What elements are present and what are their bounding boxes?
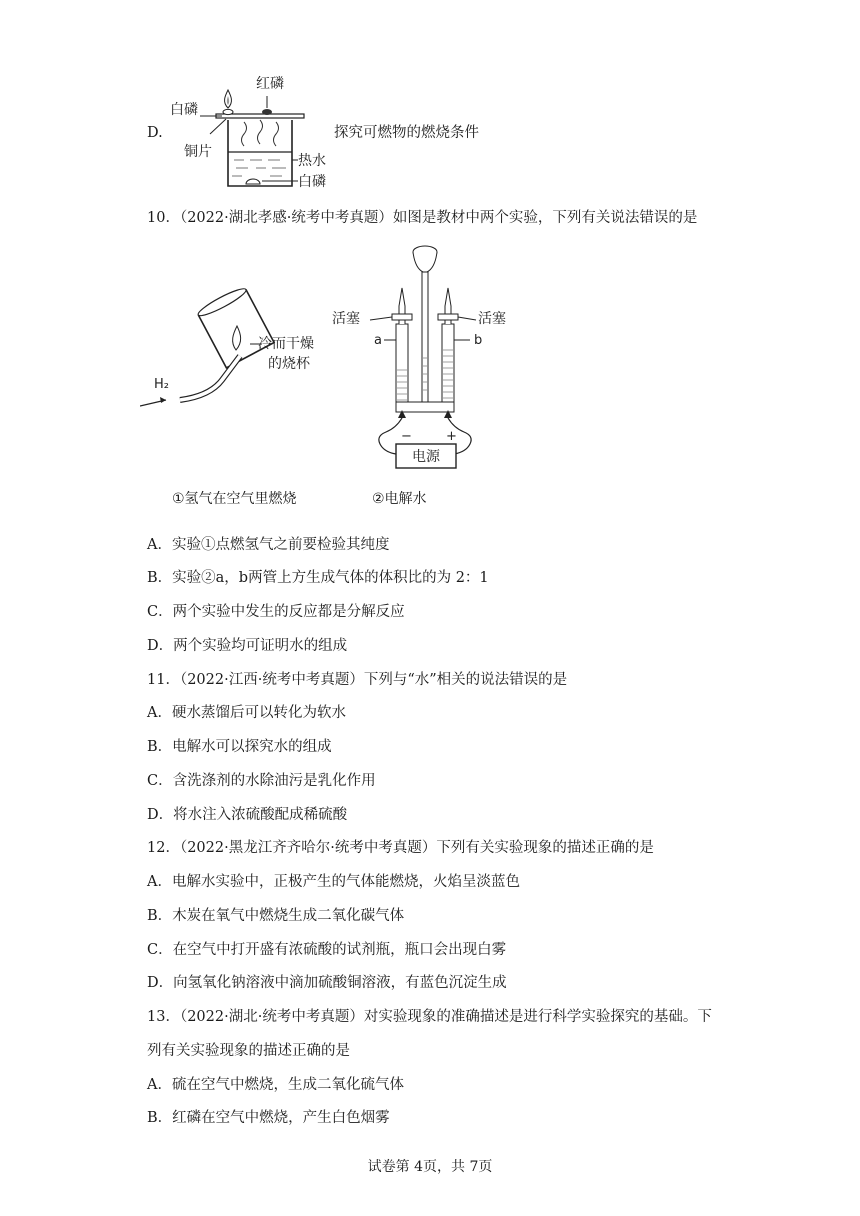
- q10-option-a: A．实验①点燃氢气之前要检验其纯度: [147, 537, 390, 553]
- page-footer: 试卷第 4页，共 7页: [367, 1159, 493, 1175]
- copper-sheet-label: 铜片: [184, 144, 212, 160]
- white-phosphorus-top-label: 白磷: [170, 102, 198, 118]
- q11-option-c: C．含洗涤剂的水除油污是乳化作用: [147, 773, 376, 789]
- hot-water-label: 热水: [298, 153, 326, 169]
- cold-dry-label-1: 冷而干燥: [258, 336, 314, 352]
- q10-stem: 10．（2022·湖北孝感·统考中考真题）如图是教材中两个实验，下列有关说法错误的是: [147, 210, 698, 226]
- q10-option-b: B．实验②a，b两管上方生成气体的体积比的为 2：1: [147, 570, 489, 586]
- q12-option-b: B．木炭在氧气中燃烧生成二氧化碳气体: [147, 908, 405, 924]
- stopcock-right-label: 活塞: [478, 311, 506, 327]
- q9-option-d-text: 探究可燃物的燃烧条件: [334, 125, 479, 141]
- h2-label: H₂: [154, 377, 169, 392]
- stopcock-left-label: 活塞: [332, 311, 360, 327]
- electrolysis-figure: [332, 246, 506, 468]
- q13-stem-line1: 13．（2022·湖北·统考中考真题）对实验现象的准确描述是进行科学实验探究的基础。下: [147, 1009, 712, 1025]
- q12-option-a: A．电解水实验中，正极产生的气体能燃烧，火焰呈淡蓝色: [147, 874, 520, 890]
- power-supply-label: 电源: [412, 449, 440, 465]
- q12-option-c: C．在空气中打开盛有浓硫酸的试剂瓶，瓶口会出现白雾: [147, 942, 507, 958]
- hydrogen-caption: ①氢气在空气里燃烧: [172, 491, 297, 507]
- q11-stem: 11．（2022·江西·统考中考真题）下列与“水”相关的说法错误的是: [147, 672, 568, 688]
- cold-dry-label-2: 的烧杯: [268, 356, 310, 372]
- q13-stem-line2: 列有关实验现象的描述正确的是: [147, 1043, 350, 1059]
- q12-stem: 12．（2022·黑龙江齐齐哈尔·统考中考真题）下列有关实验现象的描述正确的是: [147, 840, 654, 856]
- q13-option-a: A．硫在空气中燃烧，生成二氧化硫气体: [147, 1077, 404, 1093]
- hydrogen-burning-figure: [140, 285, 314, 406]
- combustion-conditions-figure: [170, 72, 330, 192]
- tube-a-label: a: [374, 333, 382, 348]
- q10-option-c: C．两个实验中发生的反应都是分解反应: [147, 604, 405, 620]
- electrolysis-caption: ②电解水: [372, 491, 427, 507]
- tube-b-label: b: [474, 333, 483, 348]
- q11-option-b: B．电解水可以探究水的组成: [147, 739, 332, 755]
- q13-option-b: B．红磷在空气中燃烧，产生白色烟雾: [147, 1110, 390, 1126]
- q10-figure: [140, 240, 520, 518]
- q10-option-d: D．两个实验均可证明水的组成: [147, 638, 348, 654]
- minus-sign: −: [401, 429, 412, 444]
- q9-option-d-letter: D.: [147, 125, 163, 141]
- white-phosphorus-bottom-label: 白磷: [298, 174, 326, 190]
- q11-option-d: D．将水注入浓硫酸配成稀硫酸: [147, 807, 348, 823]
- plus-sign: +: [446, 429, 457, 444]
- q11-option-a: A．硬水蒸馏后可以转化为软水: [147, 705, 346, 721]
- red-phosphorus-label: 红磷: [256, 76, 284, 92]
- q12-option-d: D．向氢氧化钠溶液中滴加硫酸铜溶液，有蓝色沉淀生成: [147, 975, 507, 991]
